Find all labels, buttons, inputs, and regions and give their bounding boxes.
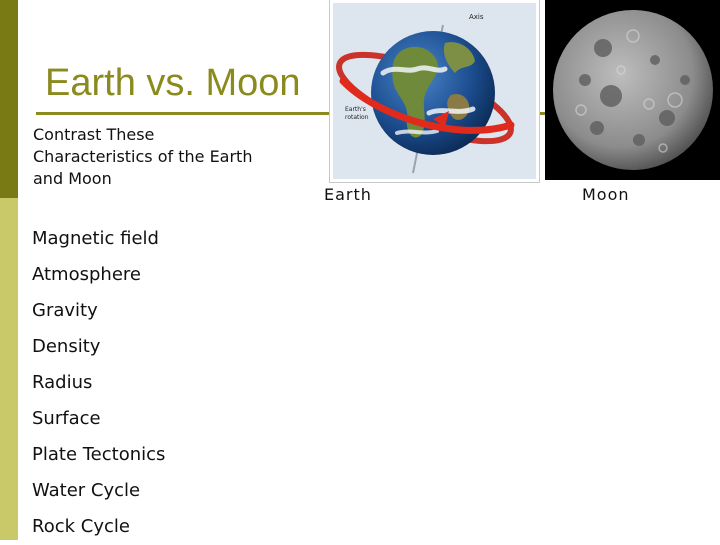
- rotation-label-line2: rotation: [345, 114, 369, 121]
- characteristics-list: [32, 221, 165, 545]
- earth-column-label: Earth: [324, 185, 372, 204]
- moon-illustration: [545, 0, 720, 180]
- list-item-water-cycle: Water Cycle: [32, 480, 141, 501]
- moon-image: [545, 0, 720, 180]
- list-item-gravity: Gravity: [32, 300, 98, 321]
- earth-image: [330, 0, 539, 182]
- moon-column-label: Moon: [582, 185, 630, 204]
- axis-label: Axis: [469, 13, 484, 21]
- accent-bar-light: [0, 198, 18, 540]
- earth-illustration: [333, 3, 536, 179]
- list-item-surface: Surface: [32, 408, 101, 429]
- list-item-atmosphere: Atmosphere: [32, 264, 141, 285]
- intro-text: Contrast These Characteristics of the Earth and Moon: [33, 125, 253, 188]
- accent-bar-dark: [0, 0, 18, 198]
- rotation-label-line1: Earth's: [345, 106, 366, 113]
- slide-title: Earth vs. Moon: [45, 62, 301, 104]
- list-item-rock-cycle: Rock Cycle: [32, 516, 130, 537]
- list-item-density: Density: [32, 336, 101, 357]
- list-item-radius: Radius: [32, 372, 93, 393]
- list-item-magnetic-field: Magnetic field: [32, 228, 159, 249]
- list-item-plate-tectonics: Plate Tectonics: [32, 444, 166, 465]
